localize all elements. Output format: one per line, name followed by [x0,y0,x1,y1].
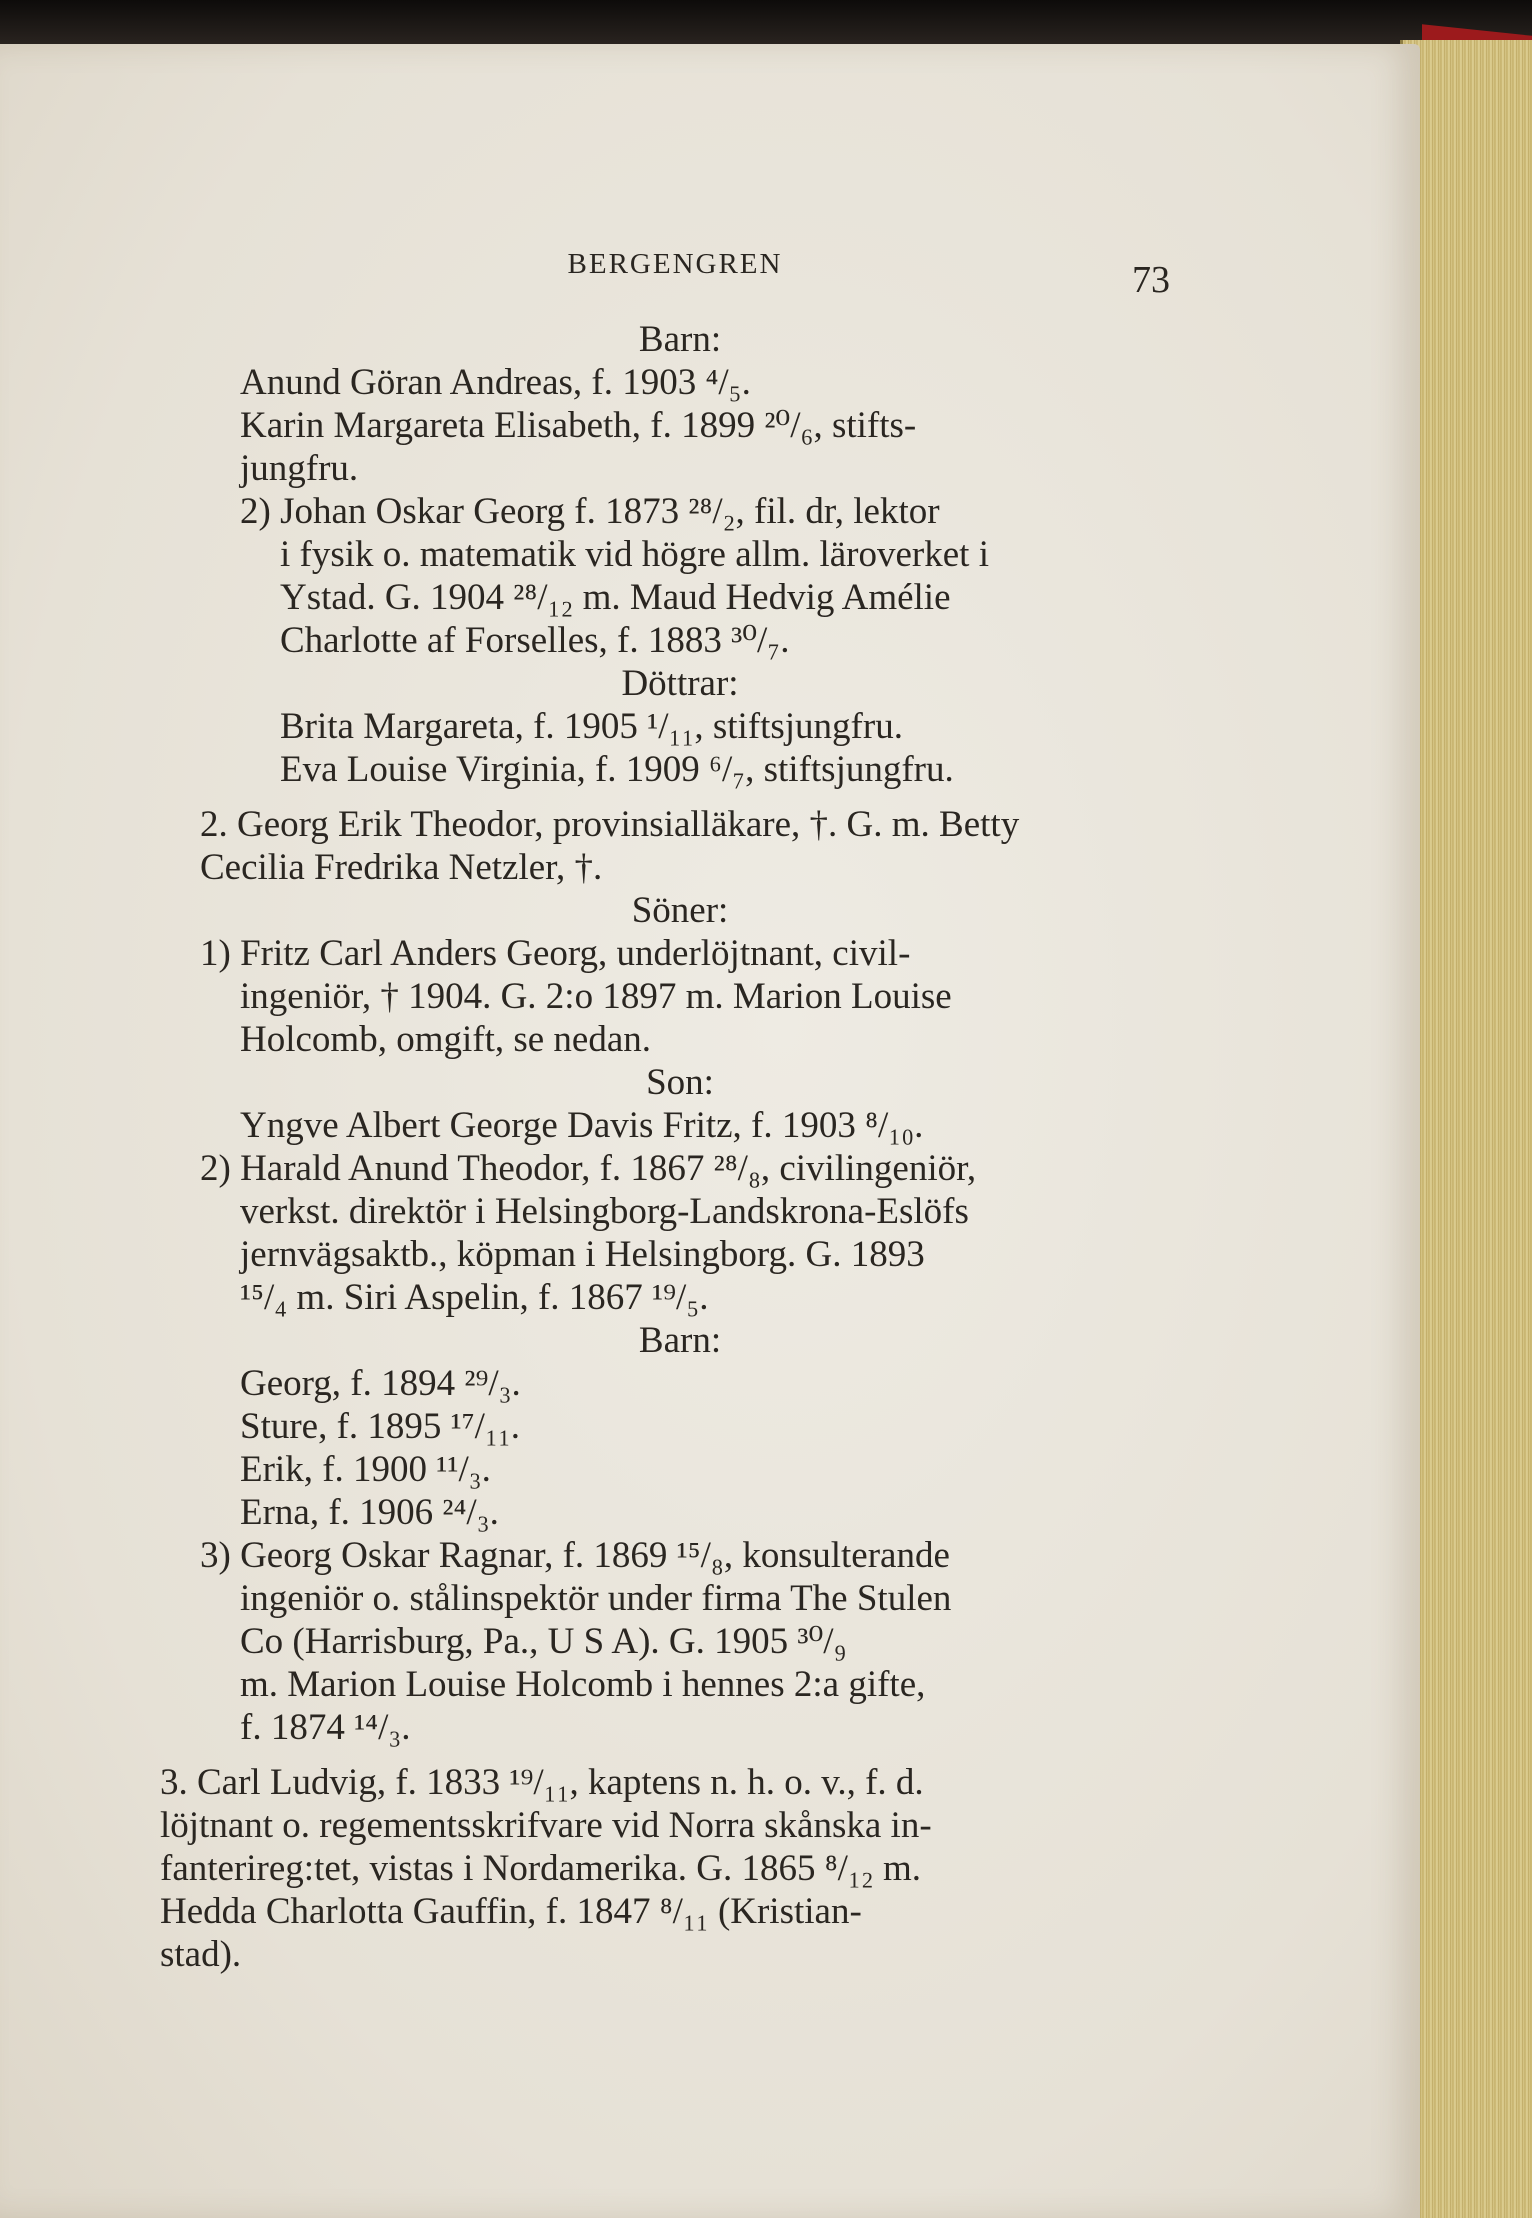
text-line: Karin Margareta Elisabeth, f. 1899 ²⁰/₆, stifts- [240,405,917,446]
text-line: Brita Margareta, f. 1905 ¹/₁₁, stiftsjungfru. [280,706,903,747]
text-line: Holcomb, omgift, se nedan. [240,1019,652,1060]
section-heading: Döttrar: [621,663,739,704]
text-line: i fysik o. matematik vid högre allm. läroverket i [280,534,989,575]
section-heading: Barn: [638,319,722,360]
text-line: Yngve Albert George Davis Fritz, f. 1903 ⁸/₁₀. [240,1105,924,1146]
text-line: ¹⁵/₄ m. Siri Aspelin, f. 1867 ¹⁹/₅. [240,1277,709,1318]
text-line: Sture, f. 1895 ¹⁷/₁₁. [240,1406,520,1447]
text-line: Anund Göran Andreas, f. 1903 ⁴/₅. [240,362,751,403]
section-heading: Söner: [631,890,729,931]
section-heading: Barn: [638,1320,722,1361]
text-line: löjtnant o. regementsskrifvare vid Norra skånska in- [160,1805,932,1846]
text-line: jernvägsaktb., köpman i Helsingborg. G. 1893 [240,1234,925,1275]
text-line: m. Marion Louise Holcomb i hennes 2:a gifte, [240,1664,926,1705]
text-line: 2) Johan Oskar Georg f. 1873 ²⁸/₂, fil. dr, lektor [240,491,940,532]
text-line: verkst. direktör i Helsingborg-Landskrona-Eslöfs [240,1191,969,1232]
text-line: Erna, f. 1906 ²⁴/₃. [240,1492,499,1533]
section-heading: Son: [646,1062,714,1103]
running-head: BERGENGREN [567,248,783,280]
text-line: ingeniör, † 1904. G. 2:o 1897 m. Marion Louise [240,976,952,1017]
text-line: 2. Georg Erik Theodor, provinsialläkare, †. G. m. Betty [200,804,1020,845]
paragraph-gap [160,1749,1200,1761]
text-line: Eva Louise Virginia, f. 1909 ⁶/₇, stiftsjungfru. [280,749,954,790]
text-line: f. 1874 ¹⁴/₃. [240,1707,411,1748]
text-line: Cecilia Fredrika Netzler, †. [200,847,603,888]
top-backdrop [0,0,1532,46]
text-line: 2) Harald Anund Theodor, f. 1867 ²⁸/₈, civilingeniör, [200,1148,977,1189]
text-line: 3. Carl Ludvig, f. 1833 ¹⁹/₁₁, kaptens n. h. o. v., f. d. [160,1762,924,1803]
text-line: Co (Harrisburg, Pa., U S A). G. 1905 ³⁰/₉ [240,1621,847,1662]
text-line: ingeniör o. stålinspektör under firma The Stulen [240,1578,952,1619]
genealogy-text [160,318,1200,1976]
text-line: jungfru. [240,448,359,489]
paragraph-gap [160,791,1200,803]
page-number: 73 [1132,259,1170,301]
text-line: Georg, f. 1894 ²⁹/₃. [240,1363,521,1404]
text-line: 3) Georg Oskar Ragnar, f. 1869 ¹⁵/₈, konsulterande [200,1535,950,1576]
text-line: fanterireg:tet, vistas i Nordamerika. G. 1865 ⁸/₁₂ m. [160,1848,922,1889]
text-line: Hedda Charlotta Gauffin, f. 1847 ⁸/₁₁ (Kristian- [160,1891,862,1932]
text-line: Ystad. G. 1904 ²⁸/₁₂ m. Maud Hedvig Amélie [280,577,951,618]
text-line: Erik, f. 1900 ¹¹/₃. [240,1449,491,1490]
text-line: stad). [160,1934,242,1975]
text-line: Charlotte af Forselles, f. 1883 ³⁰/₇. [280,620,790,661]
text-line: 1) Fritz Carl Anders Georg, underlöjtnant, civil- [200,933,911,974]
